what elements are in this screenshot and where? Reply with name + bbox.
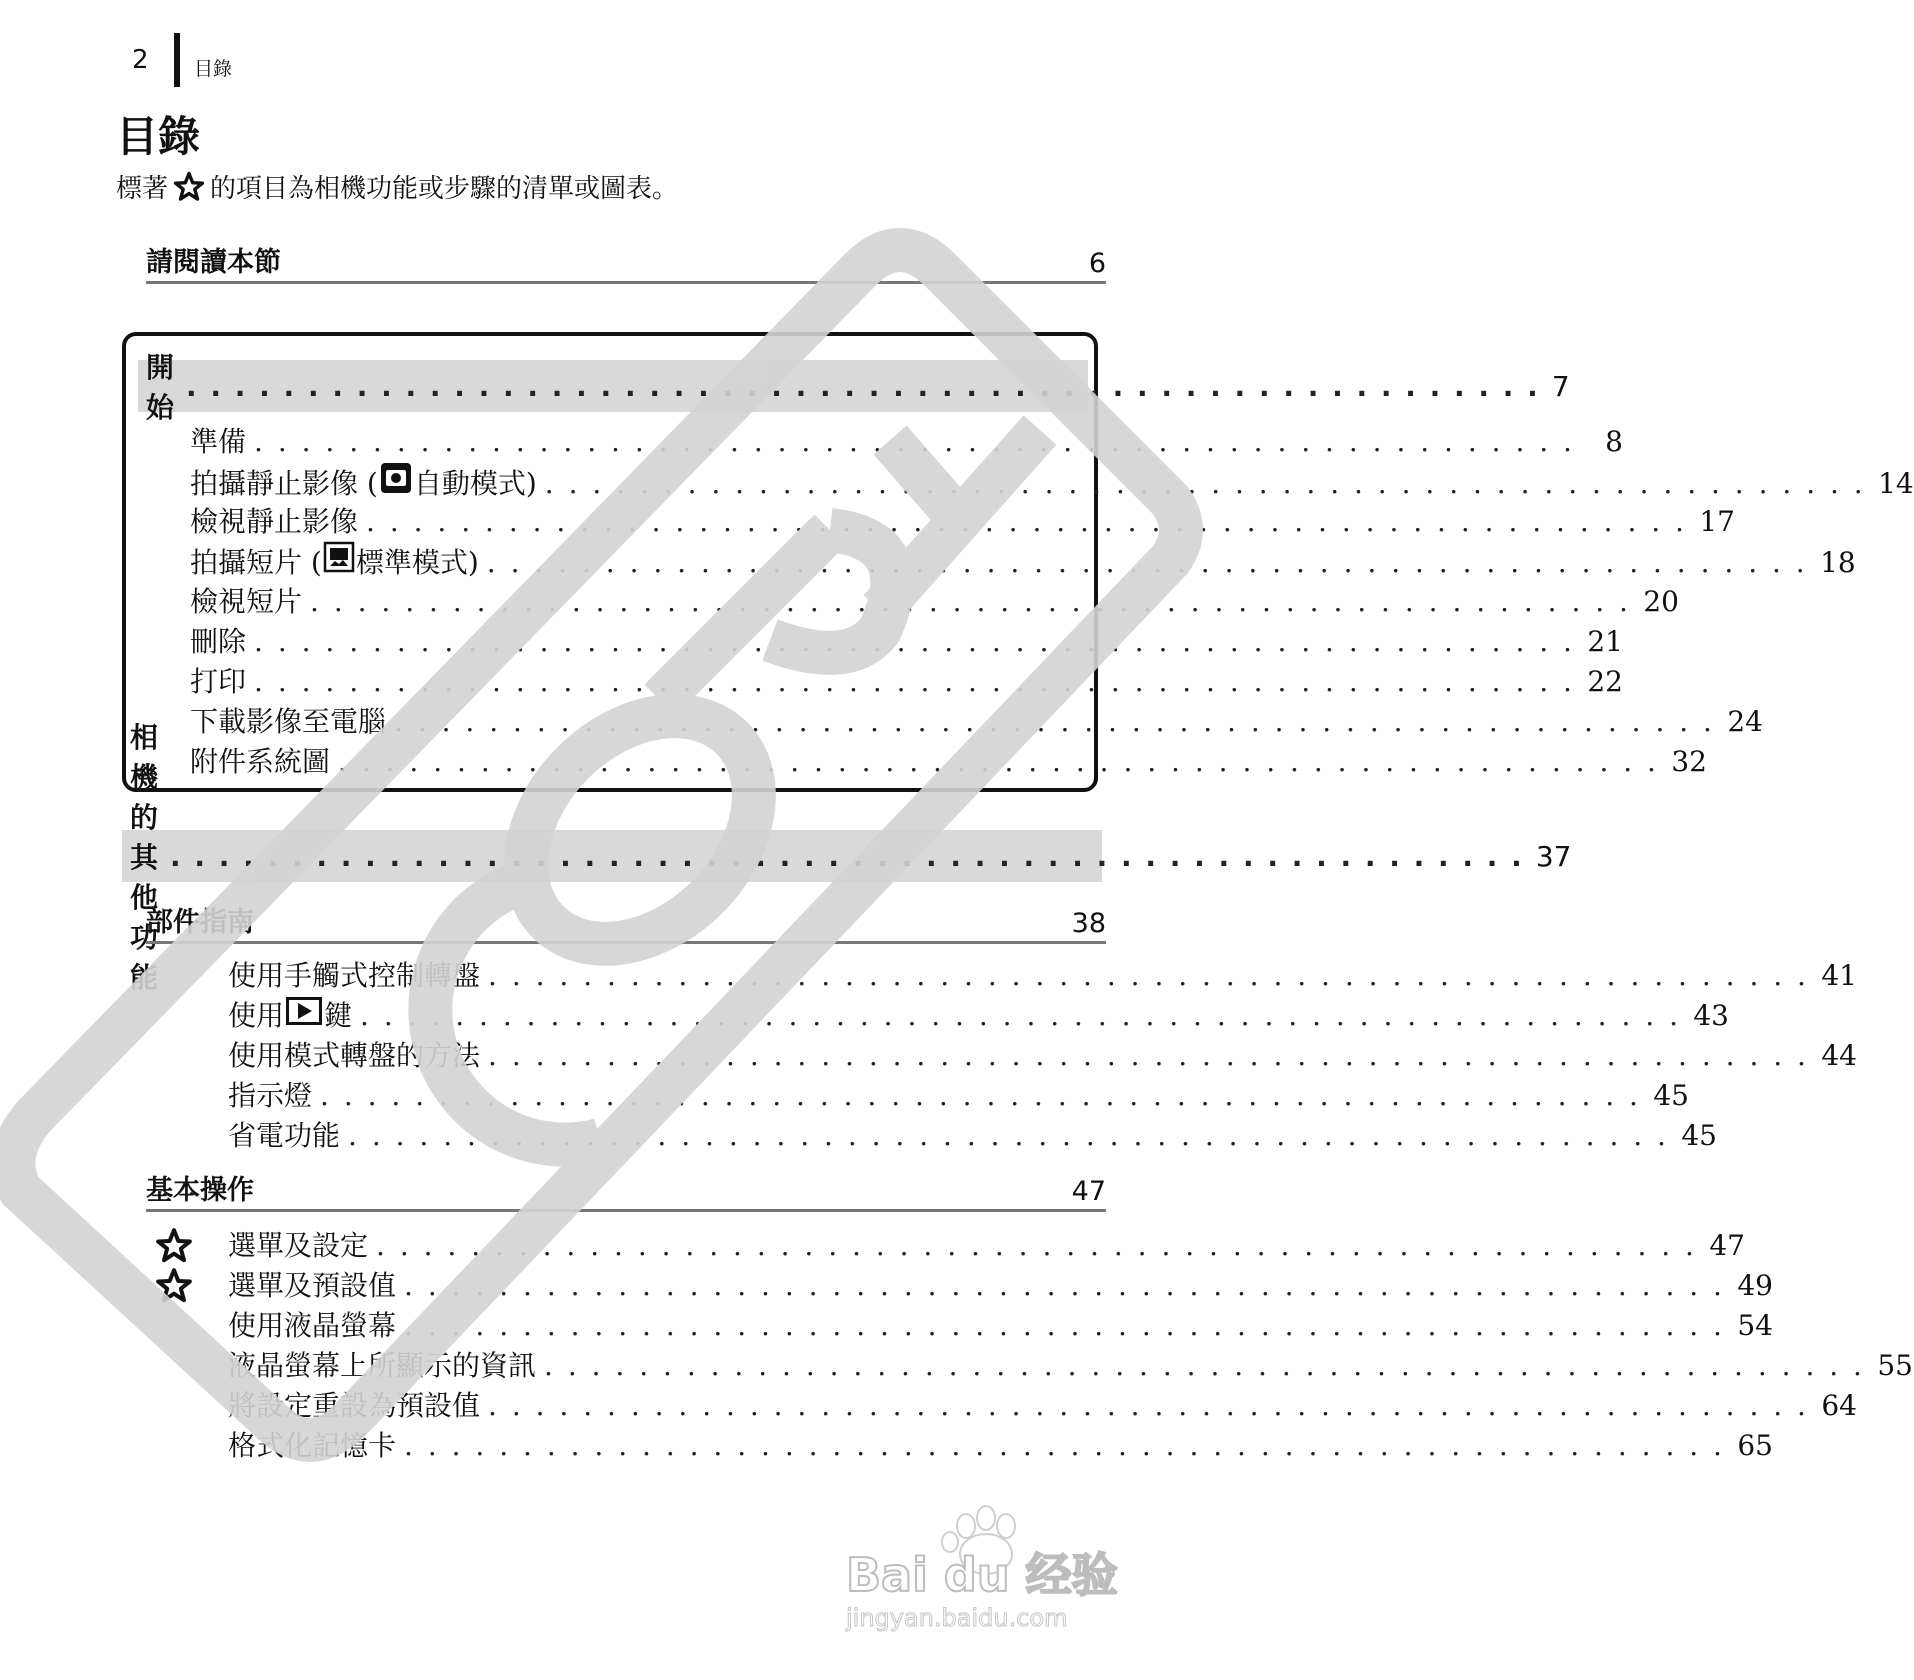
toc-item[interactable] — [228, 996, 1729, 1036]
toc-section-basic-operations[interactable] — [146, 1168, 1106, 1212]
toc-item[interactable] — [190, 462, 1914, 502]
leader-dots: . . . . . . . . . . . . . . . . . . . . . . . . . . . . . . . . . . . . . . . . . . . . . . . . . . . . . . . . — [376, 1229, 1697, 1262]
leader-dots: . . . . . . . . . . . . . . . . . . . . . . . . . . . . . . . . . . . . . . . . . . . . . . . . . . . . . . . . — [394, 705, 1715, 738]
header-section-title: 目錄 — [194, 57, 233, 80]
intro-text — [116, 168, 678, 205]
toc-item-page: 8 — [1605, 425, 1623, 458]
leader-dots: . . . . . . . . . . . . . . . . . . . . . . . . . . . . . . . . . . . . . . . . . . . . . . . . . . . . . . . . — [254, 425, 1575, 458]
leader-dots: . . . . . . . . . . . . . . . . . . . . . . . . . . . . . . . . . . . . . . . . . . . . . . . . . . . . . . . . — [488, 1039, 1809, 1072]
leader-dots: . . . . . . . . . . . . . . . . . . . . . . . . . . . . . . . . . . . . . . . . . . . . . . . . . . . . . . . . — [366, 505, 1687, 538]
toc-item[interactable] — [228, 1386, 1857, 1426]
leader-dots: . . . . . . . . . . . . . . . . . . . . . . . . . . . . . . . . . . . . . . . . . . . . . . . . . . . . . . . . — [544, 1349, 1865, 1382]
toc-item[interactable] — [228, 1036, 1857, 1076]
toc-item-page: 65 — [1737, 1429, 1773, 1462]
toc-section-title: 基本操作 — [146, 1175, 254, 1206]
toc-item-label: 將設定重設為預設值 — [228, 1389, 481, 1422]
leader-dots: . . . . . . . . . . . . . . . . . . . . . . . . . . . . . . . . . . . . . . . . . . . . . . . . . . . . . . . . — [254, 625, 1575, 658]
toc-item-label-part: 拍攝短片 ( — [190, 545, 322, 579]
toc-item[interactable] — [190, 582, 1679, 622]
toc-item[interactable] — [228, 1426, 1773, 1466]
play-button-icon — [286, 996, 322, 1036]
chapter-title: 開始 — [146, 351, 175, 424]
page-number: 2 — [132, 45, 149, 75]
toc-item-page: 49 — [1737, 1269, 1773, 1302]
toc-item-page: 17 — [1699, 505, 1735, 538]
toc-item-label: 檢視短片 — [190, 585, 303, 618]
toc-item[interactable] — [228, 956, 1857, 996]
toc-item[interactable] — [228, 1226, 1745, 1266]
baidu-url-text: jingyan.baidu.com — [846, 1604, 1068, 1632]
toc-item-page: 20 — [1643, 585, 1679, 618]
leader-dots: . . . . . . . . . . . . . . . . . . . . . . . . . . . . . . . . . . . . . . . . . . . . . . . . . . . . . . . . — [360, 999, 1681, 1032]
page-header — [132, 40, 232, 80]
leader-dots: . . . . . . . . . . . . . . . . . . . . . . . . . . . . . . . . . . . . . . . . . . . . . . . . . . . . . . . . — [486, 545, 1808, 579]
toc-item-page: 45 — [1653, 1079, 1689, 1112]
leader-dots: . . . . . . . . . . . . . . . . . . . . . . . . . . . . . . . . . . . . . . . . . . . . . . . . . . . . . . . . — [488, 959, 1809, 992]
toc-section-page: 47 — [1071, 1176, 1106, 1207]
toc-item-label-part: 鍵 — [324, 999, 353, 1032]
star-outline-icon — [154, 1266, 194, 1306]
camera-auto-icon — [380, 462, 412, 505]
star-outline-icon — [172, 170, 206, 204]
toc-item-label: 液晶螢幕上所顯示的資訊 — [228, 1349, 537, 1382]
toc-item-label-part: 使用 — [228, 999, 285, 1032]
intro-after: 的項目為相機功能或步驟的清單或圖表。 — [210, 174, 679, 204]
leader-dots: . . . . . . . . . . . . . . . . . . . . . . . . . . . . . . . . . . . . . . . . . . . . . . . . . . . . . . . . — [348, 1119, 1669, 1152]
toc-item-page: 18 — [1820, 545, 1856, 579]
leader-dots: . . . . . . . . . . . . . . . . . . . . . . . . . . . . . . . . . . . . . . . . . . . . . . . . . . . . . . . . — [170, 839, 1524, 873]
toc-item-page: 55 — [1877, 1349, 1913, 1382]
toc-section-components[interactable] — [146, 900, 1106, 944]
toc-item-label: 選單及設定 — [228, 1229, 369, 1262]
leader-dots: . . . . . . . . . . . . . . . . . . . . . . . . . . . . . . . . . . . . . . . . . . . . . . . . . . . . . . . . — [320, 1079, 1641, 1112]
leader-dots: . . . . . . . . . . . . . . . . . . . . . . . . . . . . . . . . . . . . . . . . . . . . . . . . . . . . . . . . — [338, 745, 1659, 778]
toc-item-label — [190, 462, 537, 505]
toc-item[interactable] — [228, 1266, 1773, 1306]
leader-dots: . . . . . . . . . . . . . . . . . . . . . . . . . . . . . . . . . . . . . . . . . . . . . . . . . . . . . . . . — [488, 1389, 1809, 1422]
toc-item-page: 44 — [1821, 1039, 1857, 1072]
toc-item[interactable] — [228, 1346, 1913, 1386]
toc-item-label: 格式化記憶卡 — [228, 1429, 397, 1462]
toc-item-label: 指示燈 — [228, 1079, 313, 1112]
leader-dots: . . . . . . . . . . . . . . . . . . . . . . . . . . . . . . . . . . . . . . . . . . . . . . . . . . . . . . . . — [404, 1429, 1725, 1462]
page-title: 目錄 — [116, 112, 201, 161]
toc-item-label — [228, 996, 352, 1036]
toc-item-page: 24 — [1727, 705, 1763, 738]
toc-item-label: 選單及預設值 — [228, 1269, 397, 1302]
movie-icon — [324, 542, 354, 583]
leader-dots: . . . . . . . . . . . . . . . . . . . . . . . . . . . . . . . . . . . . . . . . . . . . . . . . . . . . . . . . — [544, 466, 1866, 500]
leader-dots: . . . . . . . . . . . . . . . . . . . . . . . . . . . . . . . . . . . . . . . . . . . . . . . . . . . . . . . . — [404, 1269, 1725, 1302]
toc-item-page: 32 — [1671, 745, 1707, 778]
toc-item-label: 準備 — [190, 425, 247, 458]
toc-item-page: 14 — [1878, 466, 1914, 500]
leader-dots: . . . . . . . . . . . . . . . . . . . . . . . . . . . . . . . . . . . . . . . . . . . . . . . . . . . . . . . . — [404, 1309, 1725, 1342]
toc-item-label-part: 標準模式) — [355, 545, 479, 579]
toc-item-page: 45 — [1681, 1119, 1717, 1152]
baidu-brand-text: Bai du 经验 — [846, 1548, 1118, 1602]
chapter-page: 7 — [1551, 369, 1570, 403]
chapter-title: 相機的其他功能 — [130, 721, 159, 994]
toc-item[interactable] — [190, 742, 1707, 782]
toc-item[interactable] — [190, 542, 1856, 582]
toc-item-label: 附件系統圖 — [190, 745, 331, 778]
toc-item[interactable] — [190, 502, 1735, 542]
toc-item[interactable] — [228, 1076, 1689, 1116]
header-divider — [174, 33, 180, 87]
toc-item-label: 下載影像至電腦 — [190, 705, 387, 738]
toc-item-page: 54 — [1737, 1309, 1773, 1342]
toc-item-label-part: 拍攝靜止影像 ( — [190, 466, 378, 500]
toc-item[interactable] — [228, 1116, 1717, 1156]
toc-item[interactable] — [228, 1306, 1773, 1346]
toc-item-label: 使用模式轉盤的方法 — [228, 1039, 481, 1072]
toc-list-basic-operations — [228, 1226, 1913, 1466]
toc-section-title: 部件指南 — [146, 907, 254, 938]
toc-section-page: 6 — [1088, 248, 1106, 279]
toc-section-page: 38 — [1071, 908, 1106, 939]
toc-item-page: 41 — [1821, 959, 1857, 992]
toc-item-label: 刪除 — [190, 625, 247, 658]
toc-item-page: 64 — [1821, 1389, 1857, 1422]
intro-before: 標著 — [116, 174, 169, 204]
toc-item-label: 省電功能 — [228, 1119, 341, 1152]
toc-item-label — [190, 542, 479, 583]
toc-item-label: 打印 — [190, 665, 247, 698]
star-outline-icon — [154, 1226, 194, 1266]
toc-item-page: 21 — [1587, 625, 1623, 658]
toc-list-components — [228, 956, 1857, 1156]
toc-read-section[interactable] — [146, 240, 1106, 284]
toc-item[interactable] — [190, 662, 1623, 702]
toc-item[interactable] — [190, 622, 1623, 662]
chapter-page: 37 — [1535, 839, 1572, 873]
toc-item[interactable] — [190, 422, 1623, 462]
leader-dots: . . . . . . . . . . . . . . . . . . . . . . . . . . . . . . . . . . . . . . . . . . . . . . . . . . . . . . . . — [310, 585, 1631, 618]
toc-item[interactable] — [190, 702, 1763, 742]
toc-chapter-start[interactable] — [138, 351, 1570, 424]
toc-item-label-part: 自動模式) — [413, 466, 537, 500]
toc-item-page: 47 — [1709, 1229, 1745, 1262]
toc-item-page: 43 — [1693, 999, 1729, 1032]
leader-dots: . . . . . . . . . . . . . . . . . . . . . . . . . . . . . . . . . . . . . . . . . . . . . . . . . . . . . . . . — [186, 369, 1540, 403]
baidu-jingyan-logo — [846, 1496, 1116, 1636]
toc-list-start — [190, 422, 1914, 782]
toc-item-label: 使用手觸式控制轉盤 — [228, 959, 481, 992]
leader-dots: . . . . . . . . . . . . . . . . . . . . . . . . . . . . . . . . . . . . . . . . . . . . . . . . . . . . . . . . — [254, 665, 1575, 698]
toc-section-title: 請閱讀本節 — [146, 247, 281, 278]
toc-item-label: 檢視靜止影像 — [190, 505, 359, 538]
toc-item-page: 22 — [1587, 665, 1623, 698]
toc-item-label: 使用液晶螢幕 — [228, 1309, 397, 1342]
